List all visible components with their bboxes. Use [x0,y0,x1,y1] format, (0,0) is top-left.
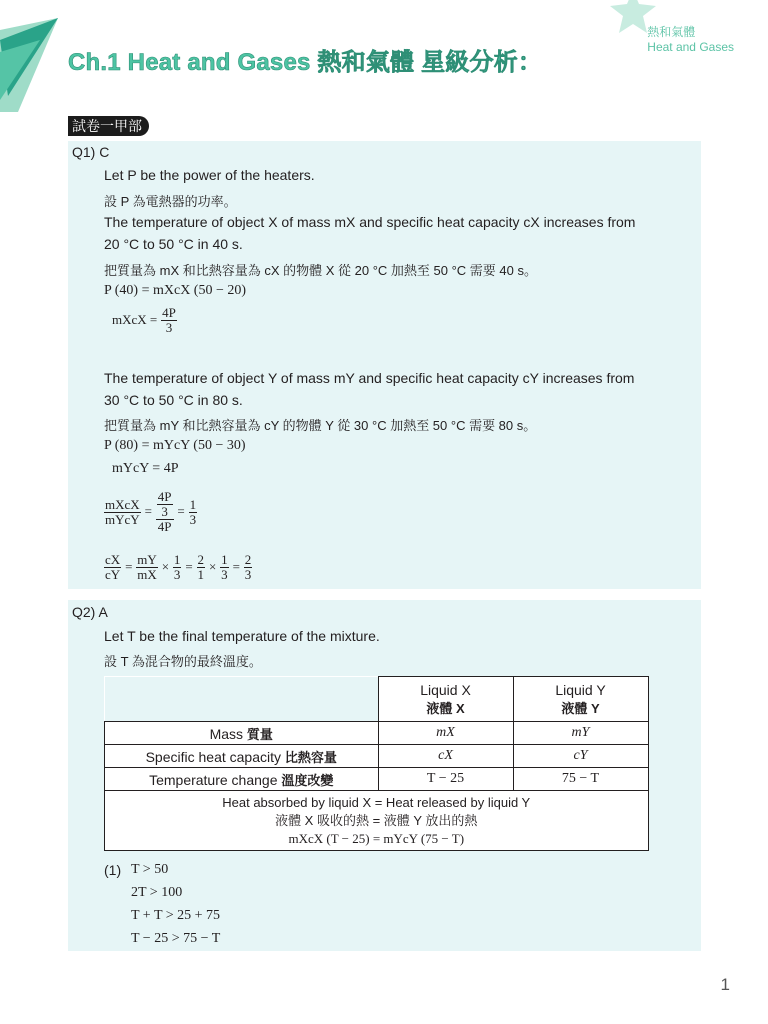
q1-line: 設 P 為電熱器的功率。 [104,194,237,209]
row-label [105,722,379,745]
fraction-denominator: 3 [244,567,252,582]
table-row [105,722,649,745]
fraction [104,553,121,582]
q1-line: Let P be the power of the heaters. [104,167,315,183]
fraction [157,490,173,519]
table-footer [105,791,649,851]
q2-label: Q2) A [72,604,108,620]
q1-equation [112,306,177,335]
q1-line: 把質量為 mX 和比熱容量為 cX 的物體 X 從 20 °C 加熱至 50 °C 需要 40 s。 [104,263,537,278]
times-sign: × [208,559,217,575]
equals-sign: = [144,503,152,519]
footer-equation: mXcX (T − 25) = mYcY (75 − T) [288,830,465,846]
table-header-row [105,677,649,722]
q1-line: 把質量為 mY 和比熱容量為 cY 的物體 Y 從 30 °C 加熱至 50 °C 需要 80 s。 [104,418,537,433]
column-header-en: Liquid X [420,681,471,698]
footer-cn: 液體 X 吸收的熱 = 液體 Y 放出的熱 [275,812,478,828]
table-cell: cY [513,745,648,768]
fraction-denominator: 3 [221,567,228,582]
row-label-cn: 比熱容量 [284,749,337,765]
q1-line: 30 °C to 50 °C in 80 s. [104,392,243,408]
step-label: (1) [104,862,122,878]
fraction-lhs: mXcX = [112,312,158,328]
fraction [173,553,182,582]
table-cell: mX [378,722,513,745]
equals-sign: = [125,559,133,575]
fraction-numerator: mXcX [105,496,140,512]
fraction-numerator: 4P [162,305,176,320]
q1-label: Q1) C [72,144,110,160]
fraction-numerator: mY [137,552,157,567]
fraction [136,553,158,582]
fraction-numerator: 1 [221,552,228,567]
page-number: 1 [720,975,730,994]
equals-sign: = [177,503,185,519]
q2-line: Let T be the final temperature of the mixture. [104,628,380,644]
fraction [197,553,206,582]
fraction-denominator: 1 [197,567,205,582]
equals-sign: = [232,559,240,575]
table-cell: cX [378,745,513,768]
ratio-equation [104,553,252,582]
q1-line: The temperature of object X of mass mX and specific heat capacity cX increases from [104,214,636,230]
chapter-label-cn: 熱和氣體 [647,25,696,39]
row-label [105,768,379,791]
row-label-en: Specific heat capacity [145,748,281,765]
row-label-cn: 質量 [246,726,273,742]
fraction-numerator: 2 [197,552,205,567]
row-label-en: Temperature change [149,771,278,788]
q2-step: 2T > 100 [131,885,183,900]
compound-fraction [156,490,174,534]
column-header-cn: 液體 Y [561,700,600,716]
fraction-denominator: mYcY [105,511,140,527]
row-label-cn: 溫度改變 [281,772,334,788]
fraction-denominator: 3 [189,511,197,527]
table-cell: mY [513,722,648,745]
table-cell: 75 − T [513,768,648,791]
footer-en: Heat absorbed by liquid X = Heat released by liquid Y [222,794,531,810]
comparison-table [104,676,649,851]
times-sign: × [161,559,170,575]
page-title: Ch.1 Heat and Gases 熱和氣體 星級分析： [68,49,543,76]
fraction [104,498,141,527]
q2-step: T − 25 > 75 − T [131,931,221,946]
fraction [189,498,198,527]
chapter-label [647,25,734,55]
fraction-denominator: cY [105,567,121,582]
fraction-denominator: mX [137,567,157,582]
fraction [161,306,177,335]
table-empty-cell [105,677,379,722]
table-row [105,768,649,791]
row-label [105,745,379,768]
q1-line: The temperature of object Y of mass mY and specific heat capacity cY increases from [104,370,635,386]
table-row [105,745,649,768]
q1-equation: mYcY = 4P [112,461,179,476]
fraction-numerator: 4P [157,489,172,504]
corner-decoration [0,0,70,112]
fraction-numerator: cX [105,552,121,567]
fraction-denominator: 3 [165,320,173,335]
fraction-denominator: 4P [157,519,172,534]
fraction-denominator: 3 [161,504,168,519]
q2-step: T > 50 [131,862,169,877]
equals-sign: = [185,559,193,575]
fraction [220,553,229,582]
table-header-cell [513,677,648,722]
table-header-cell [378,677,513,722]
q2-step: T + T > 25 + 75 [131,908,221,923]
fraction-numerator [156,490,174,520]
fraction-numerator: 2 [244,552,252,567]
fraction-numerator: 1 [173,552,181,567]
fraction-numerator: 1 [189,496,197,512]
column-header-cn: 液體 X [426,700,465,716]
q2-line: 設 T 為混合物的最終溫度。 [104,654,262,669]
fraction-denominator: 3 [173,567,181,582]
column-header-en: Liquid Y [555,681,606,698]
q1-line: 20 °C to 50 °C in 40 s. [104,236,243,252]
q1-equation: P (80) = mYcY (50 − 30) [104,438,246,453]
chapter-label-en: Heat and Gases [647,40,734,54]
fraction [244,553,253,582]
section-tag: 試卷一甲部 [68,116,149,136]
table-cell: T − 25 [378,768,513,791]
table-footer-row [105,791,649,851]
q1-equation: P (40) = mXcX (50 − 20) [104,283,247,298]
row-label-en: Mass [209,725,244,742]
ratio-equation [104,490,197,534]
